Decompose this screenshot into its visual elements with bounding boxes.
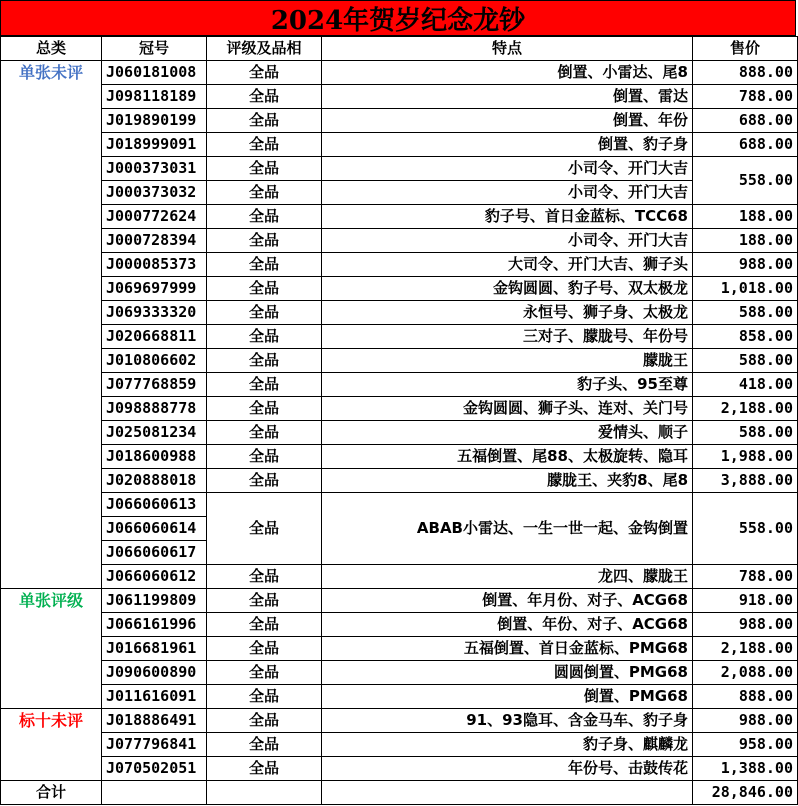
features-cell: 倒置、年月份、对子、ACG68 [322,589,693,613]
grade-cell: 全品 [207,85,322,109]
serial-cell: J098118189 [102,85,207,109]
features-cell: 小司令、开门大吉 [322,157,693,181]
price-cell: 688.00 [693,109,798,133]
serial-cell: J011616091 [102,685,207,709]
serial-cell: J018886491 [102,709,207,733]
grade-cell: 全品 [207,685,322,709]
header-serial: 冠号 [102,37,207,61]
grade-cell: 全品 [207,349,322,373]
table-row [1,85,798,109]
serial-cell: J025081234 [102,421,207,445]
table-row [1,709,798,733]
table-row [1,229,798,253]
price-cell: 3,888.00 [693,469,798,493]
table-body [1,61,798,781]
price-cell: 888.00 [693,61,798,85]
grade-cell: 全品 [207,109,322,133]
table-row [1,253,798,277]
price-cell: 188.00 [693,229,798,253]
table-row [1,133,798,157]
price-cell: 788.00 [693,85,798,109]
price-cell: 188.00 [693,205,798,229]
features-cell: 小司令、开门大吉 [322,229,693,253]
table-row [1,589,798,613]
table-row [1,493,798,517]
grade-cell: 全品 [207,301,322,325]
grade-cell: 全品 [207,733,322,757]
serial-cell: J090600890 [102,661,207,685]
features-cell: 金钩圆圆、豹子号、双太极龙 [322,277,693,301]
price-cell: 1,988.00 [693,445,798,469]
features-cell: 永恒号、狮子身、太极龙 [322,301,693,325]
price-cell: 988.00 [693,253,798,277]
serial-cell: J070502051 [102,757,207,781]
serial-cell: J000373032 [102,181,207,205]
table-row [1,469,798,493]
grade-cell: 全品 [207,229,322,253]
features-cell: 倒置、豹子身 [322,133,693,157]
grade-cell: 全品 [207,421,322,445]
table-row [1,757,798,781]
serial-cell: J018600988 [102,445,207,469]
features-cell: 五福倒置、尾88、太极旋转、隐耳 [322,445,693,469]
features-cell: 91、93隐耳、含金马车、豹子身 [322,709,693,733]
total-empty-serial [102,781,207,805]
features-cell: 豹子号、首日金蓝标、TCC68 [322,205,693,229]
grade-cell: 全品 [207,205,322,229]
sheet-title: 2024年贺岁纪念龙钞 [0,0,796,36]
grade-cell: 全品 [207,133,322,157]
grade-cell: 全品 [207,661,322,685]
table-row [1,301,798,325]
table-row [1,685,798,709]
header-category: 总类 [1,37,102,61]
table-row [1,397,798,421]
price-cell: 858.00 [693,325,798,349]
table-row [1,349,798,373]
table-row [1,445,798,469]
serial-cell: J061199809 [102,589,207,613]
price-cell: 588.00 [693,421,798,445]
serial-cell: J000373031 [102,157,207,181]
features-cell: 爱情头、顺子 [322,421,693,445]
header-row [1,37,798,61]
total-empty-grade [207,781,322,805]
table-row [1,613,798,637]
features-cell: 倒置、小雷达、尾8 [322,61,693,85]
price-cell: 558.00 [693,157,798,205]
table-row [1,157,798,181]
header-price: 售价 [693,37,798,61]
price-cell: 988.00 [693,709,798,733]
price-cell: 888.00 [693,685,798,709]
features-cell: 朦胧王、夹豹8、尾8 [322,469,693,493]
grade-cell: 全品 [207,565,322,589]
serial-cell: J066060612 [102,565,207,589]
category-cell: 标十未评 [1,709,102,781]
serial-cell: J000728394 [102,229,207,253]
features-cell: 金钩圆圆、狮子头、连对、关门号 [322,397,693,421]
features-cell: 豹子身、麒麟龙 [322,733,693,757]
price-cell: 588.00 [693,301,798,325]
serial-cell: J020888018 [102,469,207,493]
features-cell: 年份号、击鼓传花 [322,757,693,781]
grade-cell: 全品 [207,757,322,781]
grade-cell: 全品 [207,181,322,205]
total-empty-features [322,781,693,805]
price-cell: 2,088.00 [693,661,798,685]
serial-cell: J077768859 [102,373,207,397]
serial-cell: J069697999 [102,277,207,301]
total-row [1,781,798,805]
grade-cell: 全品 [207,61,322,85]
serial-cell: J066060613 [102,493,207,517]
price-cell: 2,188.00 [693,637,798,661]
table-row [1,733,798,757]
features-cell: 倒置、年份 [322,109,693,133]
table-row [1,325,798,349]
price-cell: 688.00 [693,133,798,157]
features-cell: 圆圆倒置、PMG68 [322,661,693,685]
total-label: 合计 [1,781,102,805]
table-row [1,637,798,661]
serial-cell: J077796841 [102,733,207,757]
serial-cell: J016681961 [102,637,207,661]
table-row [1,277,798,301]
features-cell: 倒置、年份、对子、ACG68 [322,613,693,637]
serial-cell: J069333320 [102,301,207,325]
banknote-price-table [0,36,798,805]
features-cell: 龙四、朦胧王 [322,565,693,589]
category-cell: 单张未评 [1,61,102,589]
table-row [1,565,798,589]
header-features: 特点 [322,37,693,61]
features-cell: 大司令、开门大吉、狮子头 [322,253,693,277]
price-cell: 588.00 [693,349,798,373]
serial-cell: J018999091 [102,133,207,157]
table-row [1,109,798,133]
table-row [1,661,798,685]
grade-cell: 全品 [207,637,322,661]
grade-cell: 全品 [207,709,322,733]
grade-cell: 全品 [207,277,322,301]
serial-cell: J019890199 [102,109,207,133]
price-cell: 958.00 [693,733,798,757]
serial-cell: J066161996 [102,613,207,637]
grade-cell: 全品 [207,445,322,469]
total-price: 28,846.00 [693,781,798,805]
serial-cell: J066060617 [102,541,207,565]
features-cell: 豹子头、95至尊 [322,373,693,397]
price-cell: 2,188.00 [693,397,798,421]
grade-cell: 全品 [207,469,322,493]
table-row [1,205,798,229]
price-cell: 988.00 [693,613,798,637]
features-cell: 倒置、雷达 [322,85,693,109]
price-cell: 788.00 [693,565,798,589]
grade-cell: 全品 [207,253,322,277]
price-cell: 418.00 [693,373,798,397]
price-cell: 918.00 [693,589,798,613]
price-cell: 1,018.00 [693,277,798,301]
features-cell: 五福倒置、首日金蓝标、PMG68 [322,637,693,661]
serial-cell: J020668811 [102,325,207,349]
serial-cell: J098888778 [102,397,207,421]
price-cell: 1,388.00 [693,757,798,781]
grade-cell: 全品 [207,325,322,349]
serial-cell: J060181008 [102,61,207,85]
serial-cell: J000772624 [102,205,207,229]
serial-cell: J010806602 [102,349,207,373]
grade-cell: 全品 [207,373,322,397]
header-grade: 评级及品相 [207,37,322,61]
table-row [1,181,798,205]
features-cell: 朦胧王 [322,349,693,373]
grade-cell: 全品 [207,397,322,421]
category-cell: 单张评级 [1,589,102,709]
table-row [1,373,798,397]
serial-cell: J066060614 [102,517,207,541]
serial-cell: J000085373 [102,253,207,277]
grade-cell: 全品 [207,589,322,613]
features-cell: 倒置、PMG68 [322,685,693,709]
table-row [1,61,798,85]
price-cell: 558.00 [693,493,798,565]
features-cell: 三对子、朦胧号、年份号 [322,325,693,349]
grade-cell: 全品 [207,613,322,637]
grade-cell: 全品 [207,157,322,181]
features-cell: 小司令、开门大吉 [322,181,693,205]
features-cell: ABAB小雷达、一生一世一起、金钩倒置 [322,493,693,565]
grade-cell: 全品 [207,493,322,565]
table-row [1,421,798,445]
